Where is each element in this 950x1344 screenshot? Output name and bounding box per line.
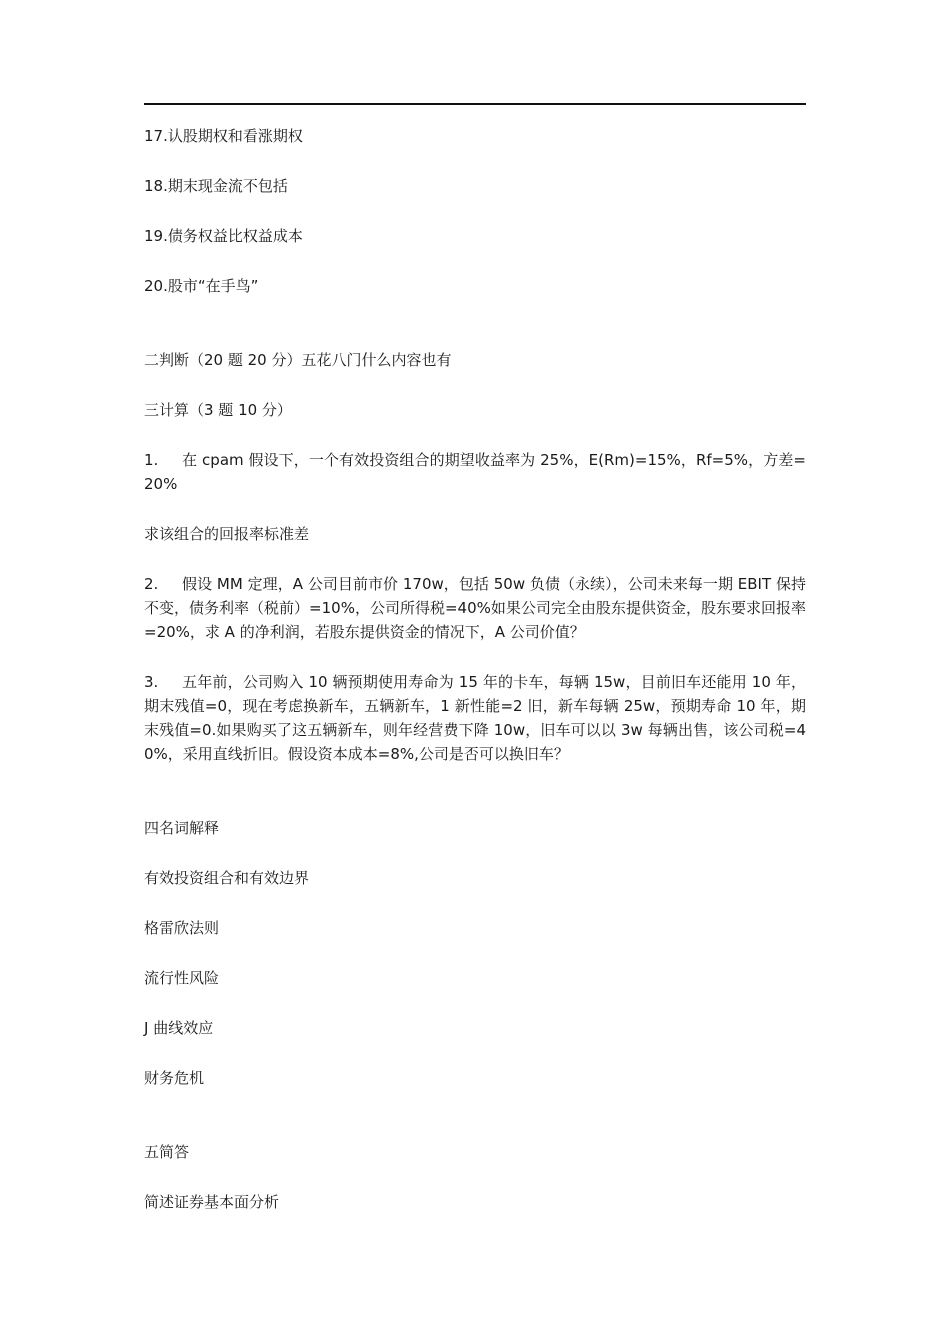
term-item: J 曲线效应 bbox=[144, 1019, 214, 1037]
document-body bbox=[144, 124, 806, 1214]
term-item: 流行性风险 bbox=[144, 969, 220, 987]
calc-question-1 bbox=[144, 448, 806, 496]
term-item: 格雷欣法则 bbox=[144, 919, 220, 937]
calc-question-3 bbox=[144, 670, 806, 766]
section-2-title: 二判断（20 题 20 分）五花八门什么内容也有 bbox=[144, 351, 452, 369]
choice-item-17: 17.认股期权和看涨期权 bbox=[144, 127, 303, 145]
section-4-title: 四名词解释 bbox=[144, 819, 220, 837]
question-text: 假设 MM 定理，A 公司目前市价 170w，包括 50w 负债（永续），公司未来每一期 EBIT 保持不变，债务利率（税前）=10%，公司所得税=40%如果公司完全由股东提供资金，股东要求回报率=20%，求 A 的净利润，若股东提供资金的情况下，A 公司价值？ bbox=[144, 575, 806, 641]
header-rule bbox=[144, 103, 806, 105]
choice-item-19: 19.债务权益比权益成本 bbox=[144, 227, 303, 245]
term-item: 有效投资组合和有效边界 bbox=[144, 869, 310, 887]
question-text: 五年前，公司购入 10 辆预期使用寿命为 15 年的卡车，每辆 15w，目前旧车还能用 10 年，期末残值=0，现在考虑换新车，五辆新车，1 新性能=2 旧，新车每辆 25w，预期寿命 10 年，期末残值=0.如果购买了这五辆新车，则年经营费下降 10w，旧车可以以 3w 每辆出售，该公司税=40%，采用直线折旧。假设资本成本=8%,公司是否可以换旧车？ bbox=[144, 673, 806, 763]
choice-item-20: 20.股市“在手鸟” bbox=[144, 277, 259, 295]
calc-question-2 bbox=[144, 572, 806, 644]
short-answer-item: 简述证券基本面分析 bbox=[144, 1193, 280, 1211]
question-number: 1. bbox=[144, 451, 159, 469]
question-number: 3. bbox=[144, 673, 159, 691]
calc-question-1-followup: 求该组合的回报率标准差 bbox=[144, 525, 310, 543]
section-3-title: 三计算（3 题 10 分） bbox=[144, 401, 292, 419]
question-number: 2. bbox=[144, 575, 159, 593]
question-text: 在 cpam 假设下，一个有效投资组合的期望收益率为 25%，E(Rm)=15%，Rf=5%，方差=20% bbox=[144, 451, 806, 493]
term-item: 财务危机 bbox=[144, 1069, 205, 1087]
choice-item-18: 18.期末现金流不包括 bbox=[144, 177, 288, 195]
section-5-title: 五简答 bbox=[144, 1143, 190, 1161]
